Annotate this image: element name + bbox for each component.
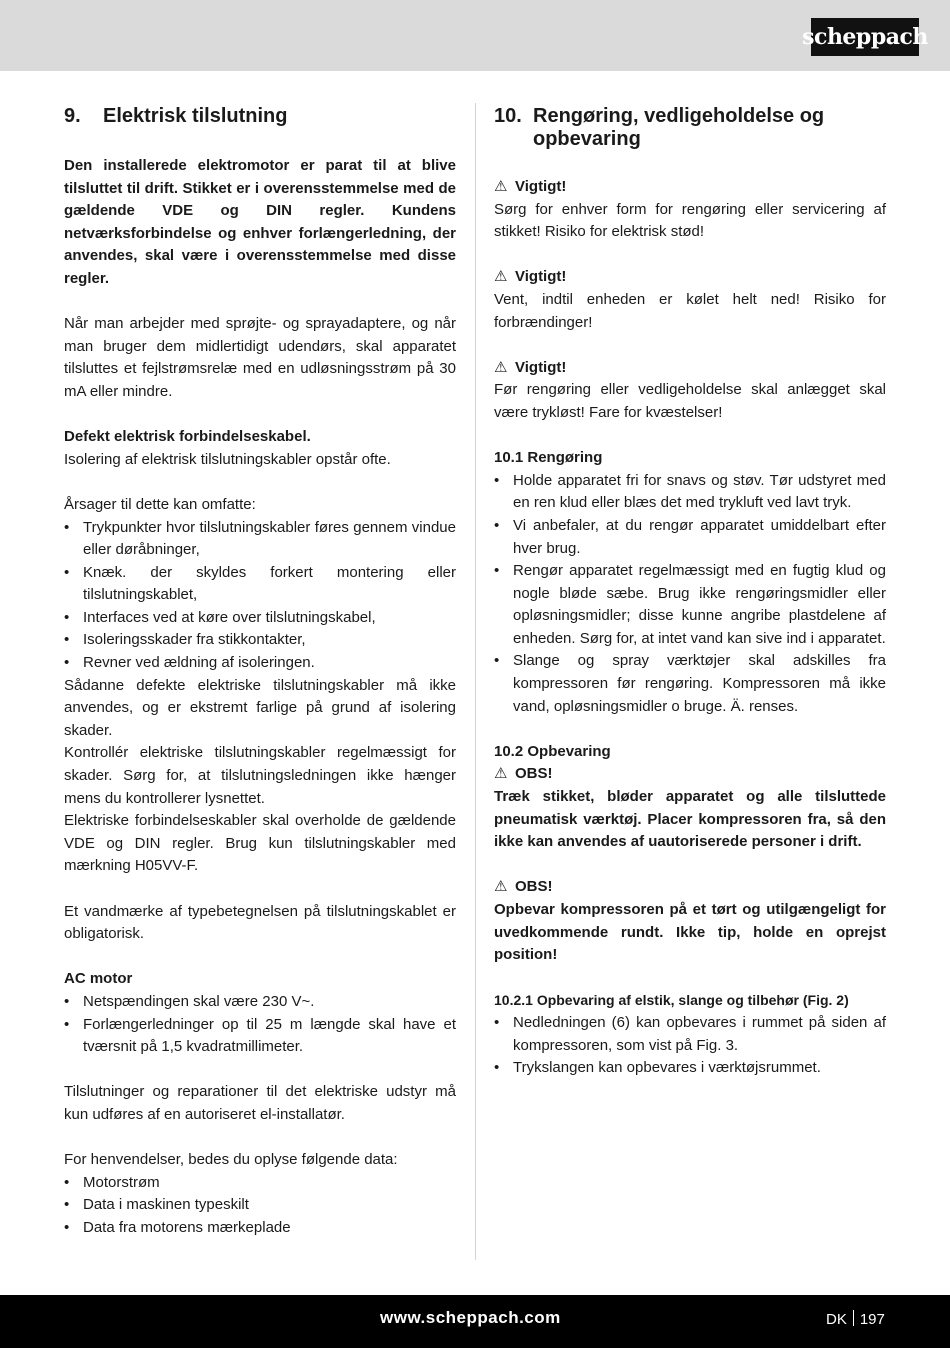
section-title: Rengøring, vedligeholdelse og opbevaring [533, 105, 825, 150]
cleaning-list [494, 470, 886, 719]
list-item: • Isoleringsskader fra stikkontakter, [64, 629, 456, 652]
list-item: • Nedledningen (6) kan opbevares i rummet på siden af kompressoren, som vist på Fig. 3. [494, 1012, 886, 1057]
obs-label: ⚠ OBS! [494, 876, 886, 899]
list-item: • Revner ved ældning af isoleringen. [64, 652, 456, 675]
section-9-heading [64, 105, 456, 128]
defect-warning-paragraph: Sådanne defekte elektriske tilslutningskabler må ikke anvendes, og er ekstremt farlige på grund af isolering skader. [64, 676, 456, 739]
ac-motor-title: AC motor [64, 970, 133, 988]
right-column [494, 105, 886, 1080]
warning-text: Før rengøring eller vedligeholdelse skal anlægget skal være trykløst! Fare for kvæstelser! [494, 381, 886, 421]
list-item: • Motorstrøm [64, 1172, 456, 1195]
ac-motor-list [64, 991, 456, 1059]
causes-intro: Årsager til dette kan omfatte: [64, 495, 256, 513]
intro-paragraph: Den installerede elektromotor er parat til at blive tilsluttet til drift. Stikket er i overensstemmelse med de gældende VDE og DIN regler. Kundens netværksforbindelse og enhver forlængerledning, der anvendes, skal være i overensstemmelse med disse regler. [64, 157, 456, 287]
list-item: • Forlængerledninger op til 25 m længde skal have et tværsnit på 1,5 kvadratmillimeter. [64, 1014, 456, 1059]
list-item: • Rengør apparatet regelmæssigt med en fugtig klud og nogle bløde sæbe. Brug ikke rengøringsmidler eller opløsningsmidler; disse kunne angribe plastdelene af enheden. Sørg for, at intet vand kan sive ind i apparatet. [494, 560, 886, 650]
section-title: Elektrisk tilslutning [103, 105, 288, 127]
defect-cable-text: Isolering af elektrisk tilslutningskabler opstår ofte. [64, 450, 391, 468]
warning-label: ⚠ Vigtigt! [494, 357, 886, 380]
list-item: • Data i maskinen typeskilt [64, 1194, 456, 1217]
warning-label: ⚠ Vigtigt! [494, 266, 886, 289]
warning-triangle-icon: ⚠ [494, 878, 508, 896]
list-item: • Slange og spray værktøjer skal adskilles fra kompressoren før rengøring. Kompressoren må ikke vand, opløsningsmidler o bruge. Ä. renses. [494, 650, 886, 718]
list-item: • Trykslangen kan opbevares i værktøjsrummet. [494, 1057, 886, 1080]
storage-accessories-title: 10.2.1 Opbevaring af elstik, slange og tilbehør (Fig. 2) [494, 992, 849, 1009]
list-item: • Knæk. der skyldes forkert montering eller tilslutningskablet, [64, 562, 456, 607]
list-item: • Data fra motorens mærkeplade [64, 1217, 456, 1240]
list-item: • Netspændingen skal være 230 V~. [64, 991, 456, 1014]
section-number: 9. [64, 105, 81, 127]
list-item: • Interfaces ved at køre over tilslutningskabel, [64, 607, 456, 630]
warning-triangle-icon: ⚠ [494, 358, 508, 376]
warning-label: ⚠ Vigtigt! [494, 176, 886, 199]
scheppach-logo: scheppach [811, 18, 919, 56]
inquiry-paragraph: For henvendelser, bedes du oplyse følgende data: [64, 1151, 398, 1169]
website-link[interactable]: www.scheppach.com [380, 1308, 561, 1327]
left-column [64, 105, 456, 1240]
warning-text: Vent, indtil enheden er kølet helt ned! Risiko for forbrændinger! [494, 290, 886, 331]
list-item: • Holde apparatet fri for snavs og støv. Tør udstyret med en ren klud eller blæs det med trykluft ved lavt tryk. [494, 470, 886, 515]
watermark-paragraph: Et vandmærke af typebetegnelsen på tilslutningskablet er obligatorisk. [64, 902, 456, 943]
page-indicator [826, 1310, 885, 1328]
section-10-heading [494, 105, 886, 151]
storage-title: 10.2 Opbevaring [494, 742, 611, 760]
footer-bar [0, 1295, 950, 1348]
section-number: 10. [494, 105, 522, 127]
column-divider [475, 103, 476, 1260]
list-item: • Trykpunkter hvor tilslutningskabler føres gennem vindue eller døråbninger, [64, 517, 456, 562]
obs-text: Træk stikket, bløder apparatet og alle tilsluttede pneumatisk værktøj. Placer kompressoren fra, så den ikke kan anvendes af uautoriserede personer i drift. [494, 788, 886, 851]
installer-paragraph: Tilslutninger og reparationer til det elektriske udstyr må kun udføres af en autoriseret el-installatør. [64, 1083, 456, 1123]
warning-text: Sørg for enhver form for rengøring eller servicering af stikket! Risiko for elektrisk stød! [494, 200, 886, 241]
storage-list [494, 1012, 886, 1080]
page-number: 197 [859, 1311, 885, 1328]
warning-triangle-icon: ⚠ [494, 765, 508, 783]
language-code: DK [826, 1311, 847, 1328]
vde-paragraph: Elektriske forbindelseskabler skal overholde de gældende VDE og DIN regler. Brug kun tilslutningskabler med mærkning H05VV-F. [64, 812, 456, 875]
defect-cable-title: Defekt elektrisk forbindelseskabel. [64, 428, 311, 446]
spray-paragraph: Når man arbejder med sprøjte- og sprayadaptere, og når man bruger dem midlertidigt udendørs, skal apparatet tilsluttes et fejlstrømsrelæ med en udløsningsstrøm på 30 mA eller mindre. [64, 315, 456, 400]
header-bar [0, 0, 950, 71]
obs-text: Opbevar kompressoren på et tørt og utilgængeligt for uvedkommende rundt. Ikke tip, holde en oprejst position! [494, 901, 886, 964]
inquiry-list [64, 1172, 456, 1240]
list-item: • Vi anbefaler, at du rengør apparatet umiddelbart efter hver brug. [494, 515, 886, 560]
obs-label: ⚠ OBS! [494, 763, 886, 786]
warning-triangle-icon: ⚠ [494, 268, 508, 286]
causes-list [64, 517, 456, 675]
page-separator [853, 1310, 854, 1326]
cleaning-title: 10.1 Rengøring [494, 449, 603, 467]
warning-triangle-icon: ⚠ [494, 178, 508, 195]
check-paragraph: Kontrollér elektriske tilslutningskabler regelmæssigt for skader. Sørg for, at tilslutningsledningen ikke hænger mens du kontrollerer lysnettet. [64, 744, 456, 807]
